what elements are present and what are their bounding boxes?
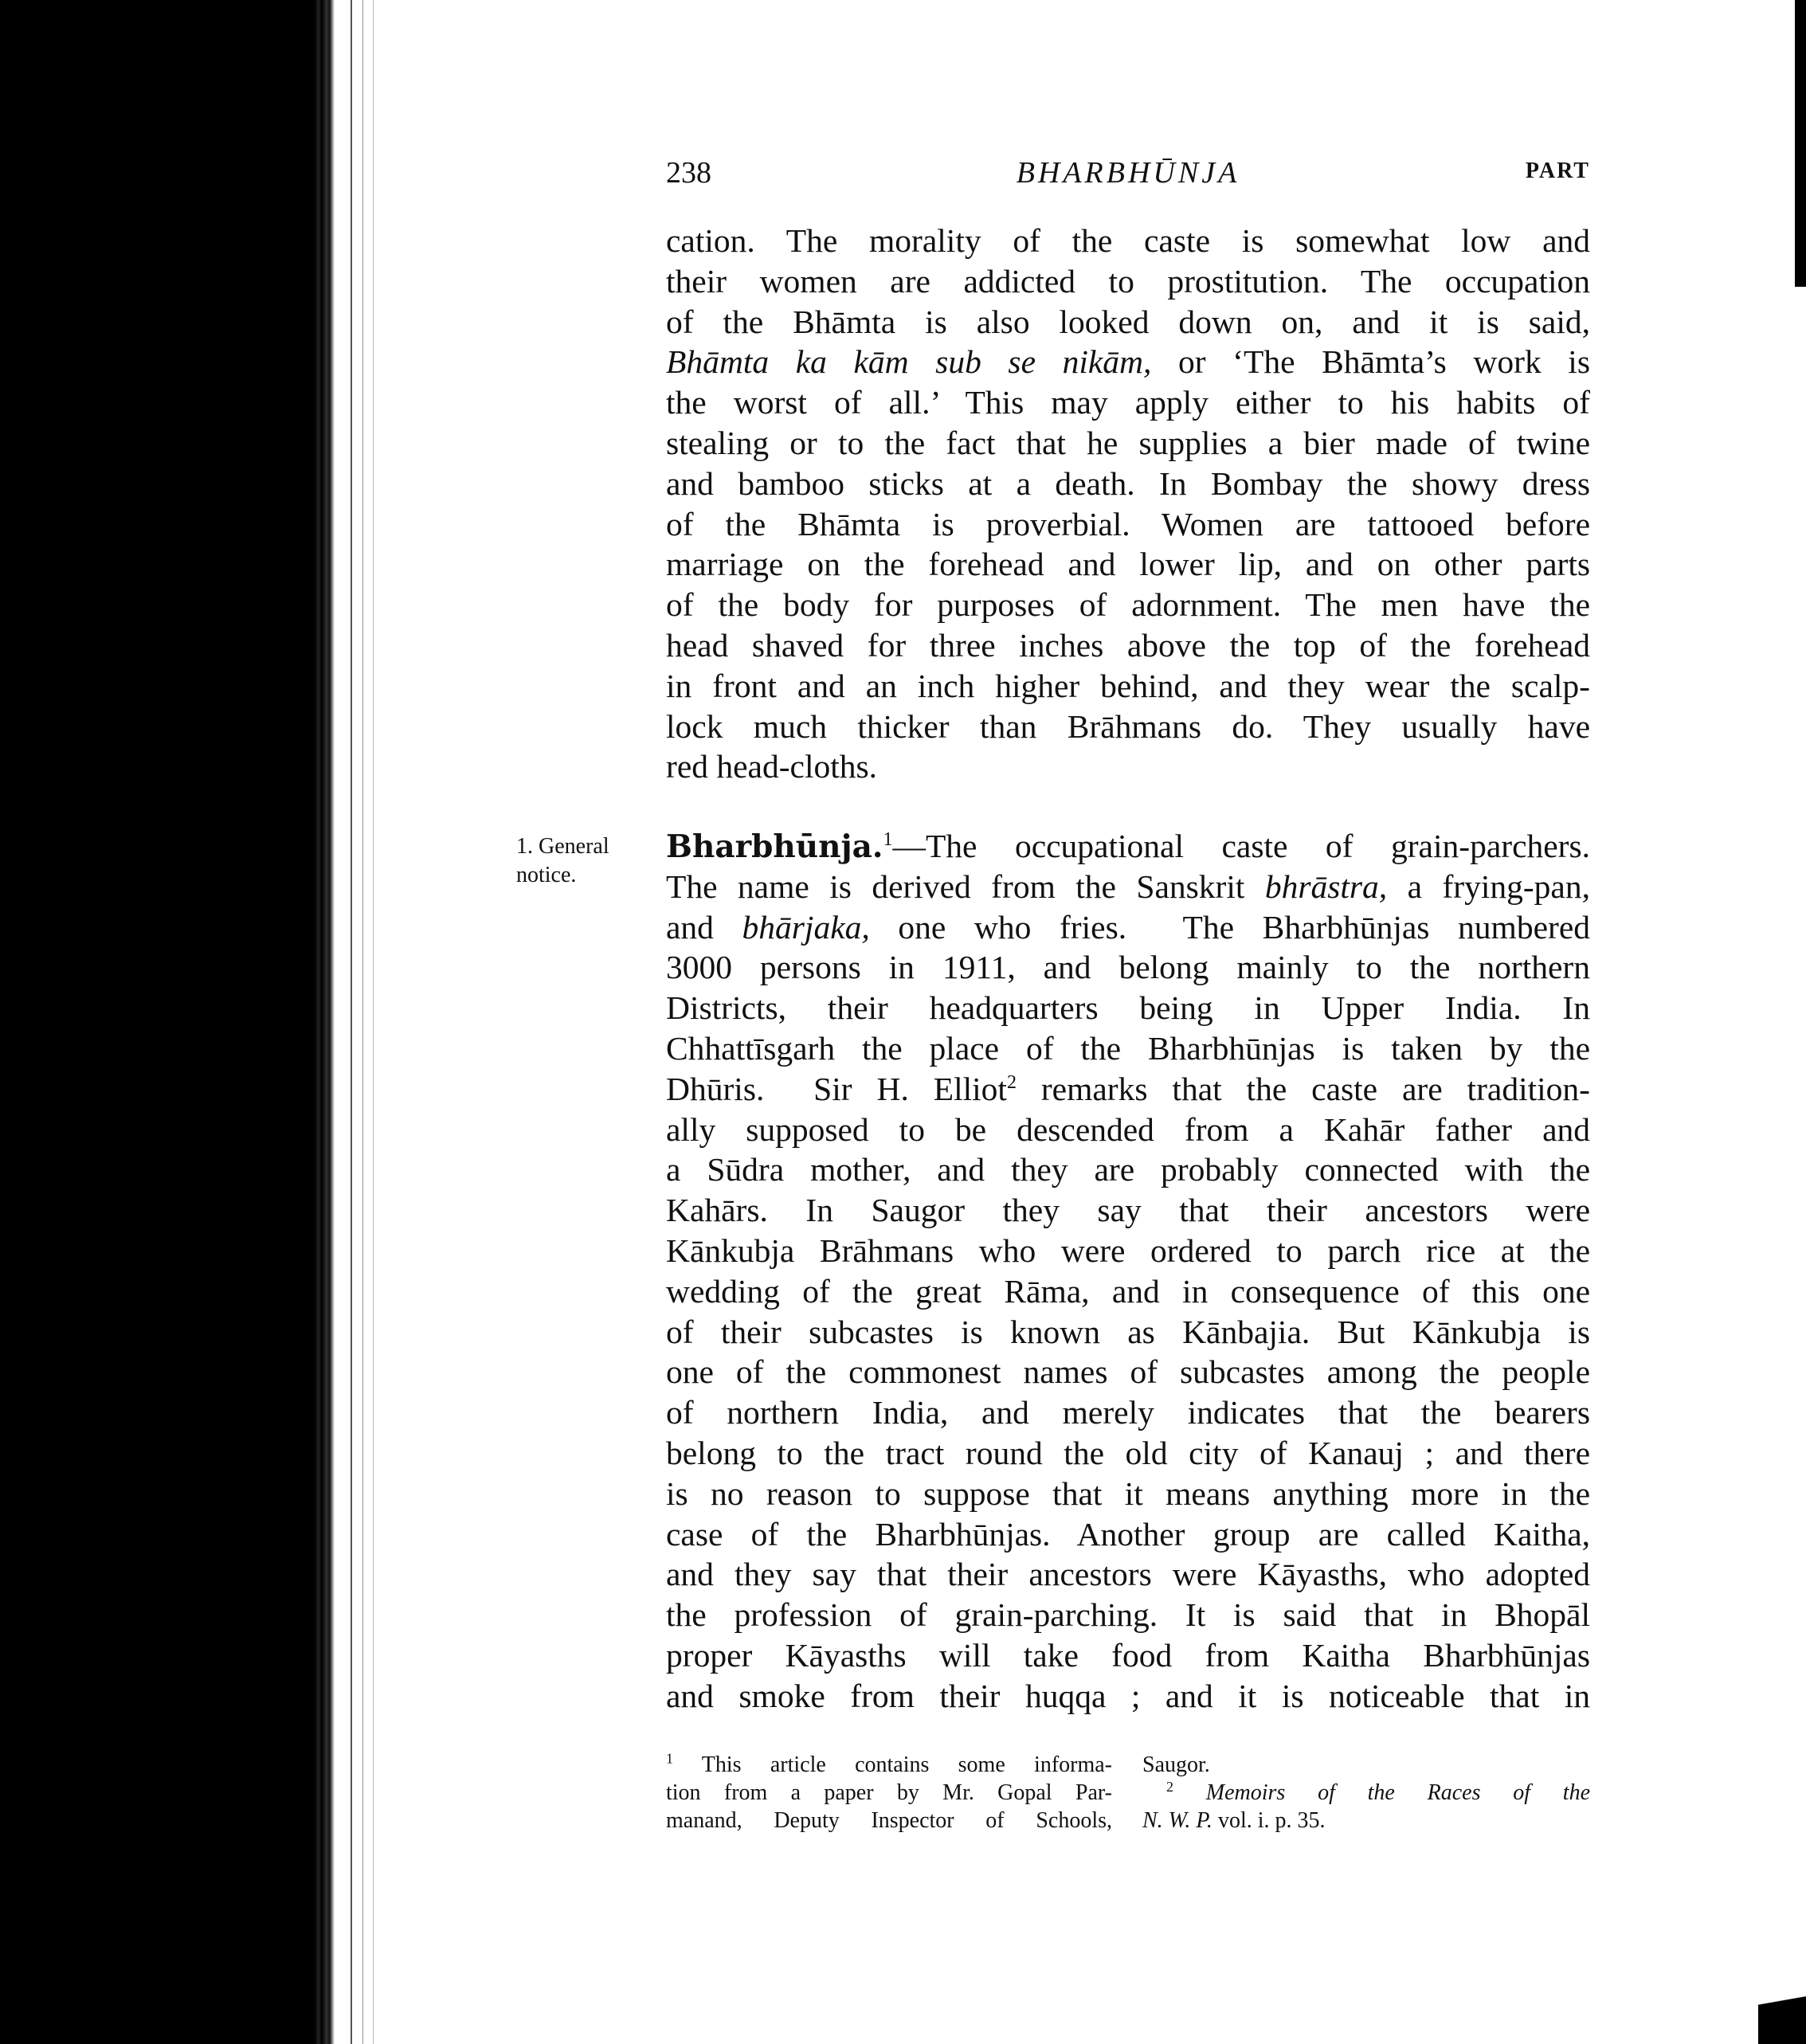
text-line: lock much thicker than Brāhmans do. They usually have [666,707,1590,745]
text-line: the worst of all.’ This may apply either to his habits of [666,384,1590,421]
text-line: Bharbhūnja.$^1$—The occupational caste of grain-parchers. [666,828,1590,865]
text-line: the profession of grain-parching. It is said that in Bhopāl [666,1596,1590,1634]
article-heading: Bharbhūnja. [666,828,883,865]
text-line: case of the Bharbhūnjas. Another group are called Kaitha, [666,1515,1590,1553]
article-body [666,826,1590,1717]
text-line: red head-cloths. [666,748,878,785]
text-line: and bamboo sticks at a death. In Bombay the showy dress [666,464,1590,502]
spine-line [373,0,374,2044]
text-line: of their subcastes is known as Kānbajia. But Kānkubja is [666,1313,1590,1350]
text-line: belong to the tract round the old city of Kanauj ; and there [666,1434,1590,1471]
text-line: a Sūdra mother, and they are probably connected with the [666,1151,1590,1188]
text-line: stealing or to the fact that he supplies a bier made of twine [666,424,1590,461]
margin-note-line: notice. [516,863,577,887]
spine-line [362,0,363,2044]
text-line: cation. The morality of the caste is somewhat low and [666,222,1590,259]
footnote-marker: 2 [1166,1778,1173,1795]
footnote-ref: 1 [883,829,893,851]
footnote-column [1142,1751,1590,1835]
text-line: of the body for purposes of adornment. The men have the [666,586,1590,624]
text-line: Bhāmta ka kām sub se nikām, or ‘The Bhāmta’s work is [666,343,1590,381]
text-line: Kānkubja Brāhmans who were ordered to parch rice at the [666,1231,1590,1269]
text-line: wedding of the great Rāma, and in consequence of this one [666,1272,1590,1310]
text-line: of northern India, and merely indicates that the bearers [666,1394,1590,1431]
running-title: BHARBHŪNJA [1016,156,1240,190]
text-line: ally supposed to be descended from a Kahār father and [666,1110,1590,1148]
italic-phrase: Bhāmta ka kām sub se nikām, [666,343,1152,381]
text-line: 3000 persons in 1911, and belong mainly to the northern [666,949,1590,986]
text-line: their women are addicted to prostitution. The occupation [666,262,1590,300]
footnote-ref: 2 [1006,1071,1017,1093]
text-line: is no reason to suppose that it means anything more in the [666,1474,1590,1512]
text-line: Kahārs. In Saugor they say that their ancestors were [666,1192,1590,1229]
spine-line [351,0,352,2044]
page-corner-shadow [1758,1972,1806,2044]
text-line: of the Bhāmta is also looked down on, and it is said, [666,303,1590,340]
text-line: one of the commonest names of subcastes among the people [666,1353,1590,1391]
text-line: Districts, their headquarters being in Upper India. In [666,989,1590,1027]
page-edge-shadow [1795,0,1806,287]
paragraph-continued [666,221,1590,787]
page-header [666,155,1590,203]
footnote-line: N. W. P. vol. i. p. 35. [1142,1808,1326,1833]
text-line: The name is derived from the Sanskrit bhrāstra, a frying-pan, [666,867,1590,905]
text-line: Dhūris. Sir H. Elliot$^2$ remarks that the caste are tradition- [666,1070,1590,1107]
text-line: and bhārjaka, one who fries. The Bharbhūnjas numbered [666,908,1591,946]
text-line: head shaved for three inches above the top of the forehead [666,626,1590,664]
margin-note [516,832,660,890]
footnote-column [666,1751,1112,1835]
footnote-line: $^1$ This article contains some informa- [666,1750,1112,1777]
part-label: PART [1525,159,1590,183]
book-spine-shadow [0,0,335,2044]
footnote-line: Saugor. [1142,1752,1210,1777]
text-line: of the Bhāmta is proverbial. Women are tattooed before [666,505,1590,542]
footnote-line: $^2$ Memoirs of the Races of the [1142,1779,1590,1807]
page-number: 238 [666,156,711,190]
footnote-marker: 1 [666,1750,673,1767]
text-line: marriage on the forehead and lower lip, and on other parts [666,546,1590,583]
footnote-line: manand, Deputy Inspector of Schools, [666,1808,1112,1833]
text-line: and they say that their ancestors were Kāyasths, who adopted [666,1556,1590,1593]
footnote-line: tion from a paper by Mr. Gopal Par- [666,1780,1112,1805]
margin-note-line: 1. General [516,834,609,859]
text-line: proper Kāyasths will take food from Kaitha Bharbhūnjas [666,1636,1590,1674]
text-line: in front and an inch higher behind, and they wear the scalp- [666,667,1590,704]
text-line: Chhattīsgarh the place of the Bharbhūnjas is taken by the [666,1029,1590,1067]
footnotes [666,1751,1590,1846]
text-line: and smoke from their huqqa ; and it is noticeable that in [666,1677,1590,1714]
